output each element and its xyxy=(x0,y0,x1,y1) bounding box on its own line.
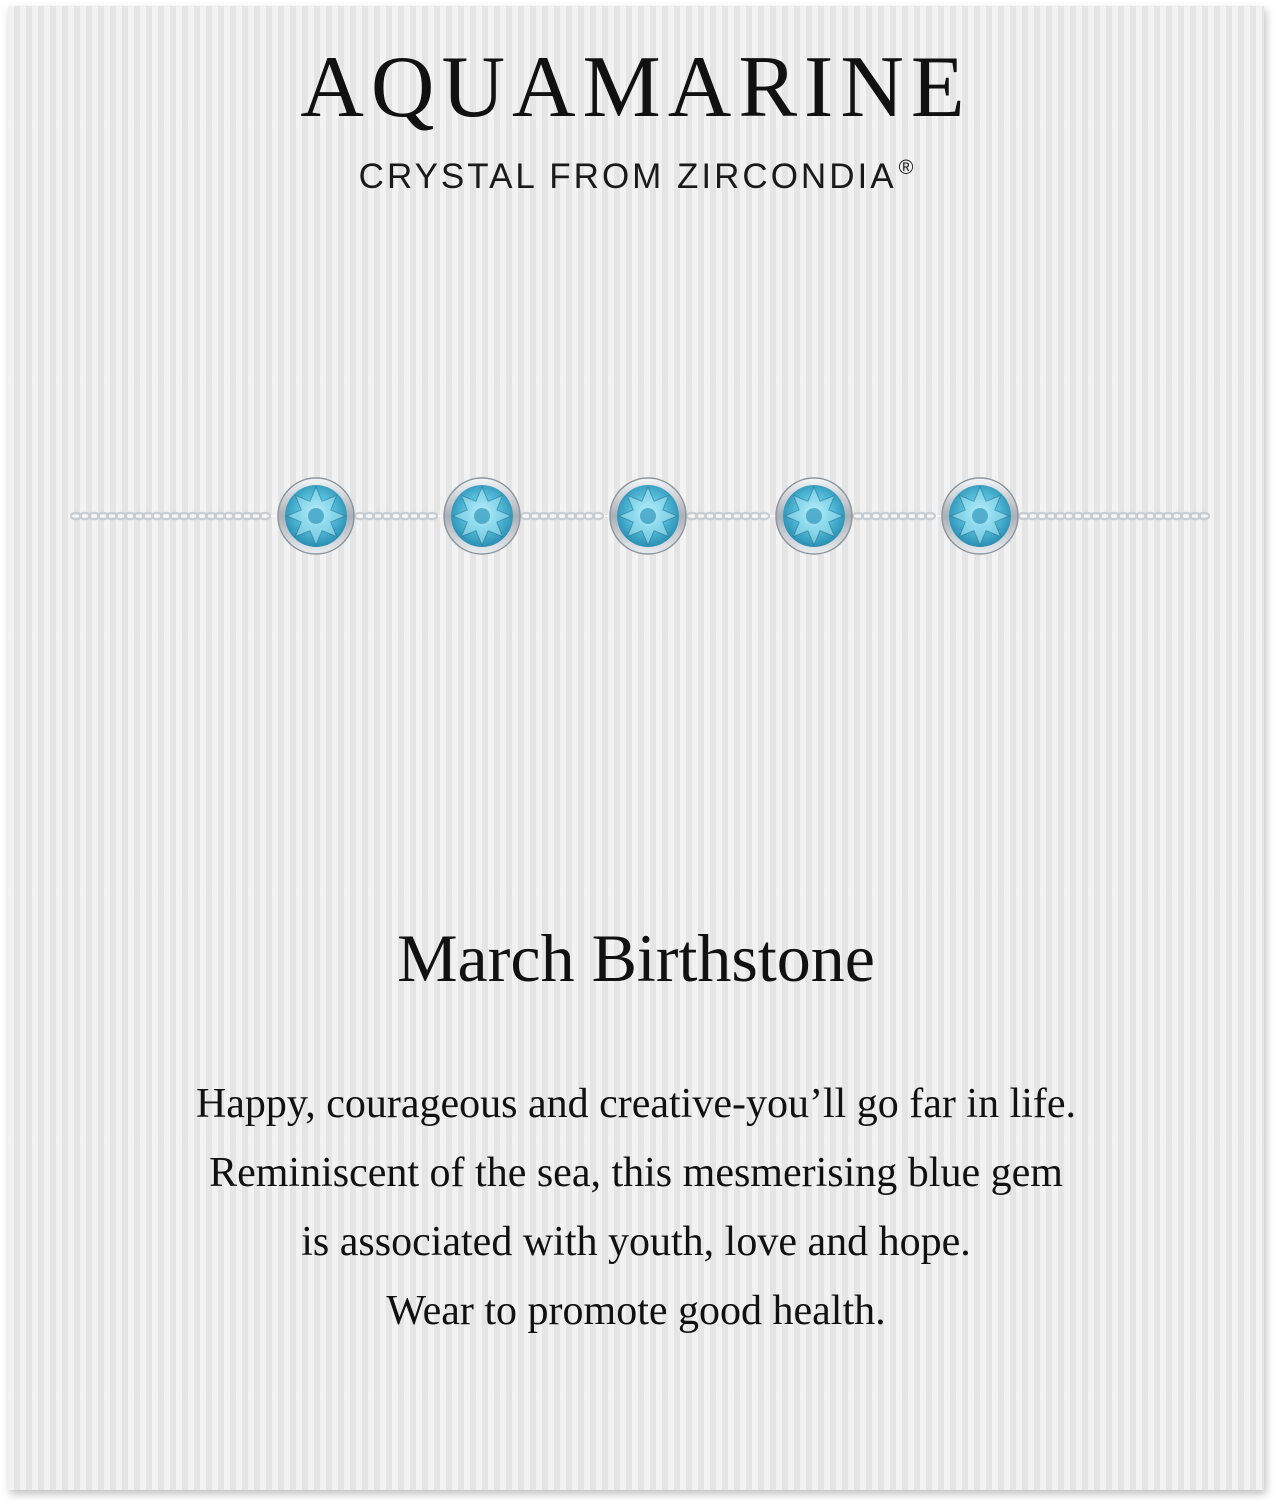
brand-title: AQUAMARINE xyxy=(300,39,972,136)
aquamarine-stone xyxy=(444,478,520,554)
description-line: Reminiscent of the sea, this mesmerising blue gem xyxy=(209,1150,1063,1196)
description xyxy=(8,1070,1264,1346)
description-line: Happy, courageous and creative-you’ll go far in life. xyxy=(195,1081,1077,1127)
aquamarine-stone xyxy=(278,478,354,554)
brand-subtitle-text: CRYSTAL FROM ZIRCONDIA xyxy=(358,157,897,196)
description-line: Wear to promote good health. xyxy=(386,1288,886,1334)
aquamarine-stone xyxy=(610,478,686,554)
brand-subtitle xyxy=(8,158,1264,194)
product-card xyxy=(8,6,1264,1490)
aquamarine-stone xyxy=(942,478,1018,554)
trademark-symbol: ® xyxy=(898,157,914,179)
aquamarine-stone xyxy=(776,478,852,554)
bracelet-image xyxy=(8,446,1264,586)
description-line: is associated with youth, love and hope. xyxy=(301,1219,971,1265)
birthstone-heading: March Birthstone xyxy=(397,920,875,996)
